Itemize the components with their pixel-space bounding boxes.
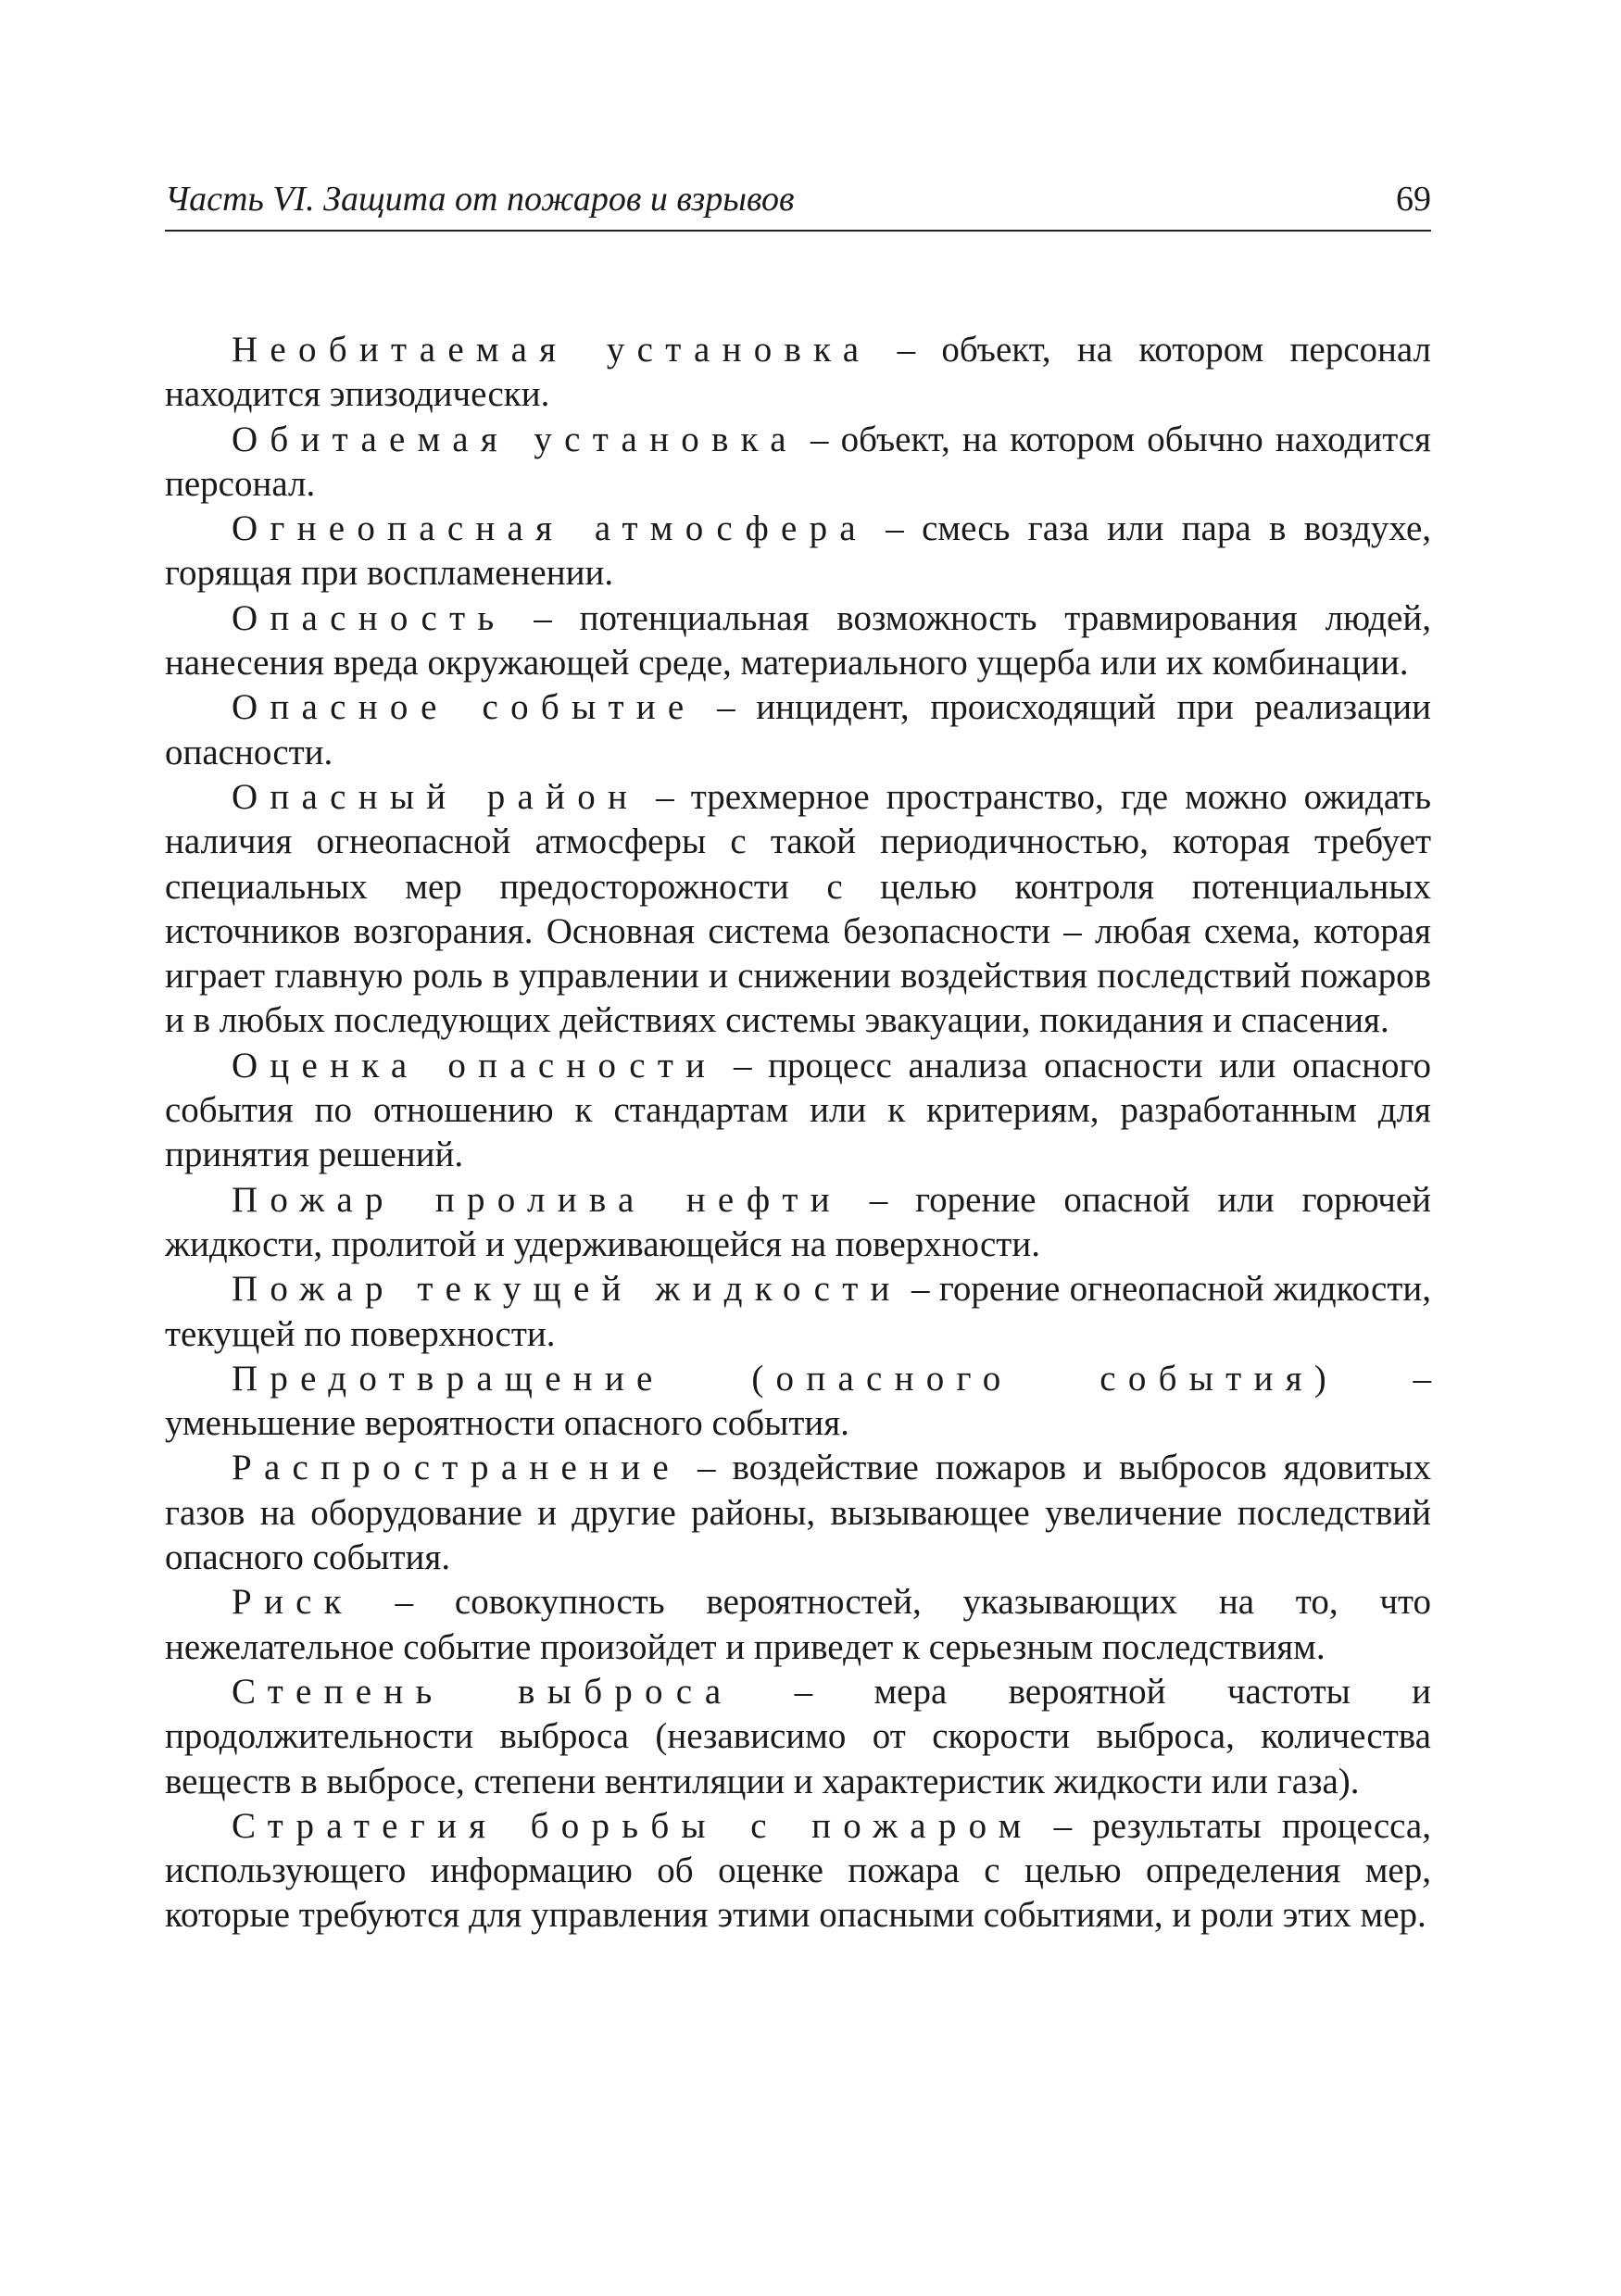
glossary-body	[165, 328, 1431, 1938]
entry-definition: – объект, на котором обычно находится персонал.	[165, 419, 1431, 504]
page-number: 69	[1396, 180, 1431, 219]
glossary-entry	[165, 328, 1431, 418]
entry-term: Необитаемая установка	[232, 330, 872, 370]
entry-term: Огнеопасная атмосфера	[232, 508, 868, 549]
entry-term: Предотвращение (опасного события)	[232, 1358, 1339, 1399]
entry-term: Стратегия борьбы с пожаром	[232, 1805, 1034, 1846]
entry-term: Риск	[232, 1582, 354, 1623]
glossary-entry	[165, 1357, 1431, 1447]
entry-definition: – процесс анализа опасности или опасного события по отношению к стандартам или к критериям, разработанным для принятия решений.	[165, 1045, 1431, 1175]
glossary-entry	[165, 596, 1431, 686]
glossary-entry	[165, 1044, 1431, 1178]
entry-definition: – воздействие пожаров и выбросов ядовитых газов на оборудование и другие районы, вызывающее увеличение последствий опасного события.	[165, 1448, 1431, 1578]
entry-term: Пожар пролива нефти	[232, 1179, 842, 1220]
entry-definition: – инцидент, происходящий при реализации опасности.	[165, 687, 1431, 772]
entry-definition: – смесь газа или пара в воздухе, горящая при воспламенении.	[165, 508, 1431, 594]
glossary-entry	[165, 1446, 1431, 1580]
glossary-entry	[165, 418, 1431, 508]
entry-term: Опасность	[232, 597, 507, 638]
entry-term: Распространение	[232, 1448, 681, 1488]
entry-definition: – результаты процесса, использующего информацию об оценке пожара с целью определения мер, которые требуются для управления этими опасными событиями, и роли этих мер.	[165, 1805, 1431, 1936]
glossary-entry	[165, 1580, 1431, 1670]
entry-definition: – объект, на котором персонал находится эпизодически.	[165, 330, 1431, 415]
entry-definition: – трехмерное пространство, где можно ожидать наличия огнеопасной атмосферы с такой периодичностью, которая требует специальных мер предосторожности с целью контроля потенциальных источников возгорания. Основная система безопасности – любая схема, которая играет главную роль в управлении и снижении воздействия последствий пожаров и в любых последующих действиях системы эвакуации, покидания и спасения.	[165, 776, 1431, 1041]
entry-term: Обитаемая установка	[232, 419, 798, 459]
running-header	[165, 176, 1431, 232]
entry-definition: – мера вероятной частоты и продолжительности выброса (независимо от скорости выброса, количества веществ в выбросе, степени вентиляции и характеристик жидкости или газа).	[165, 1671, 1431, 1801]
glossary-entry	[165, 685, 1431, 775]
entry-definition: – потенциальная возможность травмирования людей, нанесения вреда окружающей среде, материального ущерба или их комбинации.	[165, 597, 1431, 684]
entry-term: Степень выброса	[232, 1671, 734, 1712]
entry-term: Опасное событие	[232, 687, 697, 728]
glossary-entry	[165, 1670, 1431, 1804]
entry-term: Оценка опасности	[232, 1045, 718, 1085]
entry-term: Опасный район	[232, 776, 640, 817]
header-title: Часть VI. Защита от пожаров и взрывов	[165, 180, 795, 219]
glossary-entry	[165, 1804, 1431, 1938]
entry-term: Пожар текущей жидкости	[232, 1269, 902, 1310]
glossary-entry	[165, 775, 1431, 1044]
glossary-entry	[165, 1267, 1431, 1357]
entry-definition: – уменьшение вероятности опасного события.	[165, 1358, 1431, 1444]
entry-definition: – горение опасной или горючей жидкости, пролитой и удерживающейся на поверхности.	[165, 1179, 1432, 1264]
entry-definition: – горение огнеопасной жидкости, текущей по поверхности.	[165, 1269, 1432, 1354]
glossary-entry	[165, 507, 1431, 596]
glossary-entry	[165, 1178, 1431, 1268]
entry-definition: – совокупность вероятностей, указывающих на то, что нежелательное событие произойдет и приведет к серьезным последствиям.	[165, 1582, 1431, 1667]
